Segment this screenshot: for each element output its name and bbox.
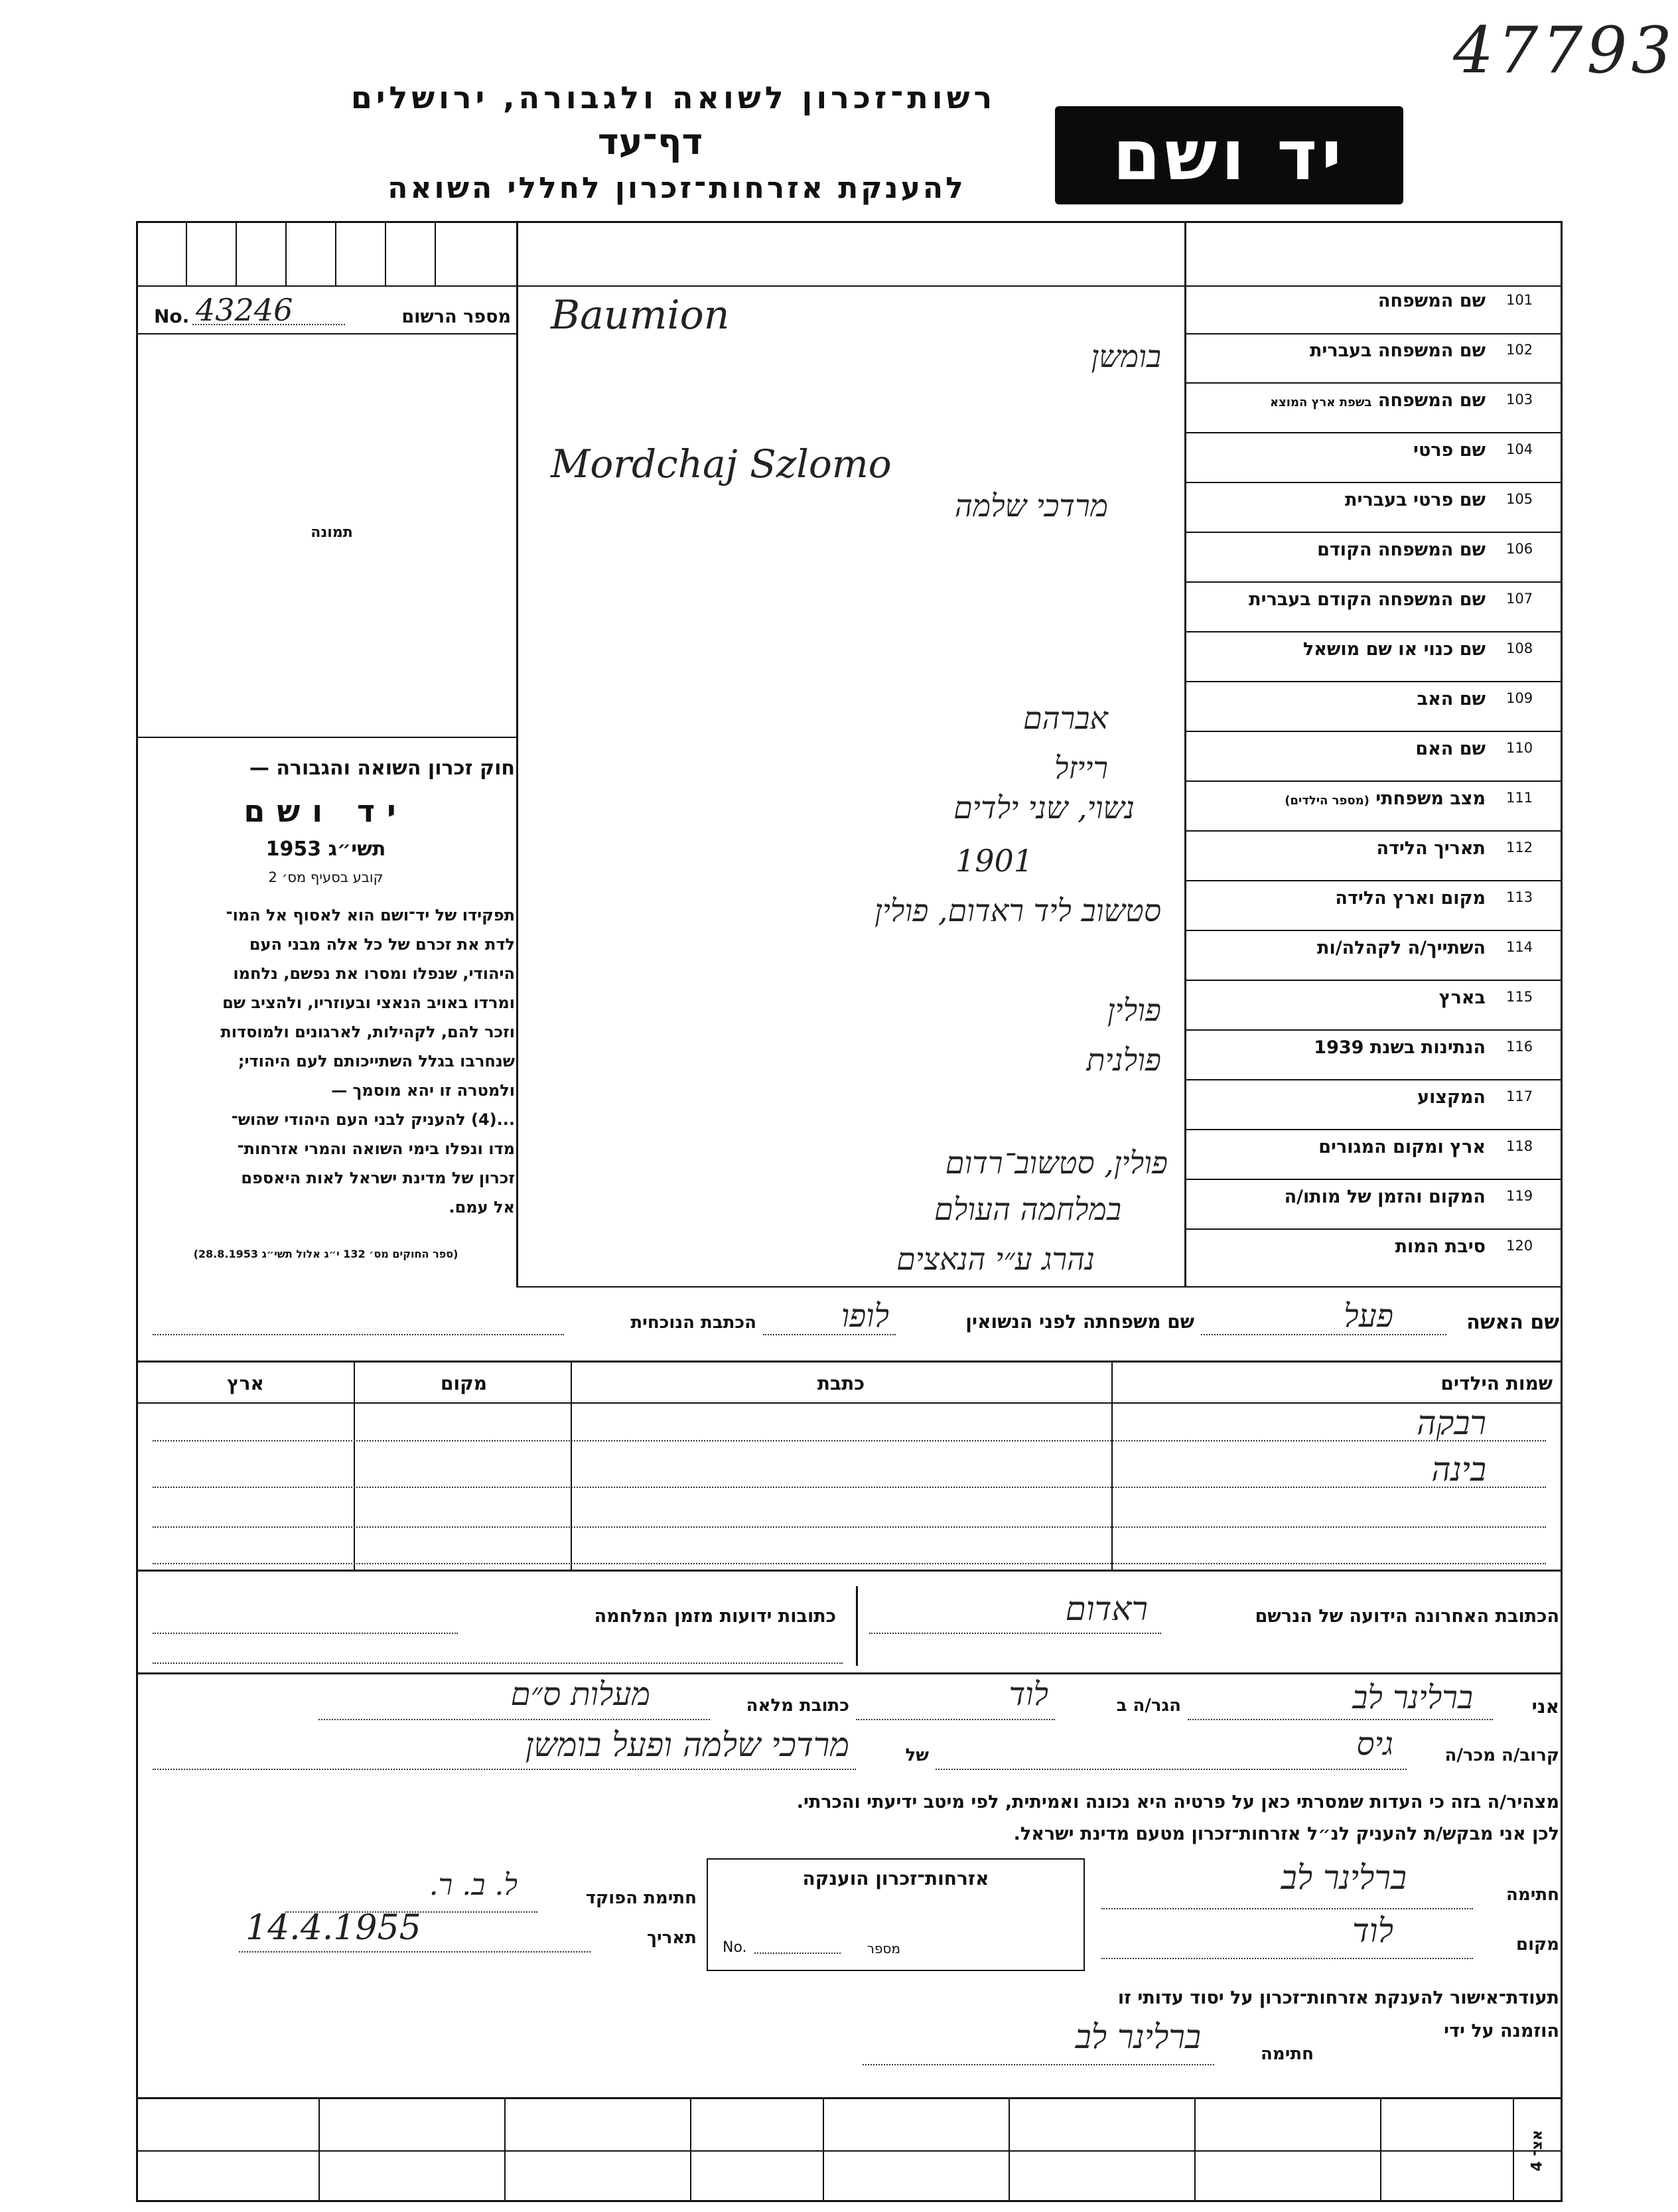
value-first-name-hebrew: מרדכי שלמה [954,488,1108,524]
wife-address-label: הכתבת הנוכחית [630,1313,756,1333]
field-num: 117 [1506,1088,1533,1104]
law-body-line: תפקידו של יד־ושם הוא לאסוף אל המו־ [226,906,515,924]
stamp-no-label: No. [723,1939,747,1956]
value-family-name-hebrew: בומשן [1091,338,1161,374]
value-death-place-time: במלחמה העולם [934,1191,1121,1227]
law-body-line: לדת את זכרם של כל אלה מבני העם [249,935,515,954]
declaration-name: ברלינר לב [1352,1679,1473,1716]
form-subtitle: להענקת אזרחות־זכרון לחללי השואה [387,171,966,205]
field-label-profession: המקצוע [1417,1087,1486,1108]
side-code [1519,2107,1556,2193]
declaration-statement: מצהיר/ה בזה כי העדות שמסרתי כאן על פרטיה היא נכונה ואמיתית, לפי מיטב ידיעתי והכרתי. [796,1792,1559,1812]
value-first-name: Mordchaj Szlomo [551,441,892,486]
value-birth-place: סטשוב ליד ראדום, פולין [874,893,1161,928]
field-label-father-name: שם האב [1417,689,1486,709]
field-num: 108 [1506,640,1533,656]
value-death-cause: נהרג ע״י הנאצים [896,1241,1095,1277]
field-label-text: מצב משפחתי [1375,788,1486,809]
field-label-birth-date: תאריך הלידה [1376,838,1486,859]
field-label-community: השתייך/ה לקהלה/ות [1317,938,1486,958]
field-label-small: בשפת ארץ המוצא [1269,396,1372,409]
law-footnote: (ספר החוקים מס׳ 132 י״ג אלול תשי״ג 28.8.1953) [193,1248,458,1260]
relation-label: קרוב/ה מכר/ה [1444,1745,1559,1765]
side-code-text: אצ־ 4 [1529,2129,1547,2172]
field-label-death-cause: סיבת המות [1395,1236,1486,1257]
org-line: רשות־זכרון לשואה ולגבורה, ירושלים [350,80,997,115]
law-title: חוק זכרון השואה והגבורה — [249,757,515,780]
citizenship-stamp-box [707,1858,1085,1971]
certificate-sig-value: ברלינר לב [1075,2018,1201,2056]
children-header-names: שמות הילדים [1440,1372,1553,1394]
value-residence: פולין, סטשוב־רדום [945,1145,1168,1181]
children-header-place: מקום [441,1372,487,1394]
field-label-marital-status [1167,788,1486,809]
place-value: לוד [1352,1911,1393,1950]
last-address-value: ראדום [1065,1589,1148,1628]
value-family-name: Baumion [551,292,730,338]
field-label-country: בארץ [1438,988,1486,1008]
field-num: 111 [1506,790,1533,806]
of-label: של [905,1745,929,1765]
field-num: 103 [1506,392,1533,407]
field-num: 104 [1506,441,1533,457]
law-clause: קובע בסעיף מס׳ 2 [268,869,384,885]
last-address-label: הכתובת האחרונה הידועה של הנרשם [1255,1606,1559,1627]
child-name: רבקה [1417,1404,1486,1442]
field-num: 115 [1506,989,1533,1005]
field-num: 118 [1506,1138,1533,1154]
registration-no-label: No. [154,305,190,327]
field-label-first-name: שם פרטי [1413,440,1486,461]
law-body-line: ...(4) להעניק לבני העם היהודי שהוש־ [231,1110,515,1129]
field-label-family-name-origin [1167,390,1486,411]
field-num: 107 [1506,591,1533,607]
children-header-country: ארץ [227,1372,264,1394]
stamp-number-label: מספר [867,1941,900,1956]
law-body-line: שנחרבו בגלל השתייכותם לעם היהודי; [238,1052,515,1070]
field-num: 114 [1506,939,1533,955]
registration-label: מספר הרשום [401,307,511,327]
field-num: 113 [1506,889,1533,905]
declaration-address: מעלות ס״ם [510,1676,650,1713]
archive-number: 47793 [1453,13,1676,88]
signature-value: ברלינר לב [1281,1858,1407,1897]
law-body-line: אל עמם. [449,1198,515,1217]
wartime-address-label: כתובות ידועות מזמן המלחמה [594,1606,836,1627]
declaration-request: לכן אני מבקש/ת להעניק לנ״ל אזרחות־זכרון מטעם מדינת ישראל. [1013,1824,1559,1844]
field-label-small: (מספר הילדים) [1285,794,1369,808]
field-num: 101 [1506,292,1533,308]
value-father-name: אברהם [1022,700,1108,736]
officer-label: חתימת הפוקד [585,1888,697,1908]
law-body-line: ומרדו באויב הנאצי ובעוזריו, ולהציב שם [222,994,515,1012]
field-num: 119 [1506,1188,1533,1204]
place-label: מקום [1516,1935,1559,1954]
field-label-residence: ארץ ומקום המגורים [1318,1137,1486,1157]
wife-maiden-label: שם משפחתה לפני הנשואין [965,1311,1194,1333]
child-name: בינה [1431,1450,1486,1489]
field-label-prev-family-name: שם המשפחה הקודם [1317,540,1486,560]
field-num: 105 [1506,491,1533,507]
value-mother-name: רייזל [1054,750,1108,786]
field-label-nationality-1939: הנתינות בשנת 1939 [1314,1037,1486,1058]
field-label-birth-place: מקום וארץ הלידה [1335,888,1486,909]
law-body-line: וזכר להם, לקהילות, לארגונים ולמוסדות [220,1023,515,1041]
of-value: מרדכי שלמה ופעל בומשן [525,1726,849,1764]
law-year: תשי״ג 1953 [265,838,386,861]
field-num: 112 [1506,840,1533,855]
field-label-family-name: שם המשפחה [1377,291,1486,311]
field-label-family-name-hebrew: שם המשפחה בעברית [1309,340,1486,361]
certificate-sig-label: חתימה [1261,2044,1314,2064]
registration-no-value: 43246 [196,292,293,328]
wife-maiden-value: לופו [841,1297,889,1335]
field-label-mother-name: שם האם [1415,739,1486,759]
date-value: 14.4.1955 [245,1908,421,1948]
field-num: 120 [1506,1238,1533,1254]
certificate-line2-label: הוזמנה על ידי [1444,2021,1559,2041]
stamp-title: אזרחות־זכרון הוענקה [802,1868,989,1889]
field-num: 110 [1506,740,1533,756]
field-num: 116 [1506,1039,1533,1055]
certificate-line1: תעודת־אישור להענקת אזרחות־זכרון על יסוד עדותי זו [1117,1988,1559,2008]
field-label-death-place-time: המקום והזמן של מותו/ה [1284,1187,1486,1207]
value-marital-status: נשוי, שני ילדים [953,790,1135,826]
field-num: 106 [1506,541,1533,557]
law-subtitle: יד ושם [244,793,408,829]
field-num: 109 [1506,690,1533,706]
field-label-prev-family-name-hebrew: שם המשפחה הקודם בעברית [1249,589,1486,610]
field-num: 102 [1506,342,1533,358]
declaration-residing-label: הגר/ה ב [1116,1696,1181,1716]
form-title: דף־עד [597,121,703,163]
field-label-first-name-hebrew: שם פרטי בעברית [1345,490,1486,510]
law-body-line: מדו ונפלו בימי השואה והמרי אזרחות־ [237,1140,515,1158]
officer-value: ל. ב. ר. [429,1868,518,1902]
signature-label: חתימה [1506,1885,1559,1905]
wife-label: שם האשה [1466,1311,1559,1334]
law-body-line: זכרון של מדינת ישראל לאות היאספם [241,1169,515,1187]
relation-value: גיס [1356,1726,1393,1763]
declaration-address-label: כתובת מלאה [746,1696,849,1716]
declaration-residing: לוד [1009,1676,1048,1713]
value-birth-date: 1901 [955,843,1034,879]
law-body-line: היהודי, שנפלו ומסרו את נפשם, נלחמו [233,964,515,983]
field-label-text: שם המשפחה [1377,390,1486,411]
law-body-line: ולמטרה זו יהא מוסמך — [331,1081,515,1100]
value-nationality: פולנית [1086,1042,1161,1078]
wife-value: פעל [1344,1297,1393,1335]
field-label-nickname: שם כנוי או שם מושאל [1302,639,1486,660]
children-header-address: כתבת [817,1372,865,1394]
date-label: תאריך [646,1928,697,1948]
photo-label: תמונה [311,524,353,541]
logo-text: יד ושם [1113,115,1346,196]
declaration-i-label: אני [1531,1696,1559,1718]
yad-vashem-logo [1055,106,1403,204]
value-country: פולין [1107,992,1161,1028]
